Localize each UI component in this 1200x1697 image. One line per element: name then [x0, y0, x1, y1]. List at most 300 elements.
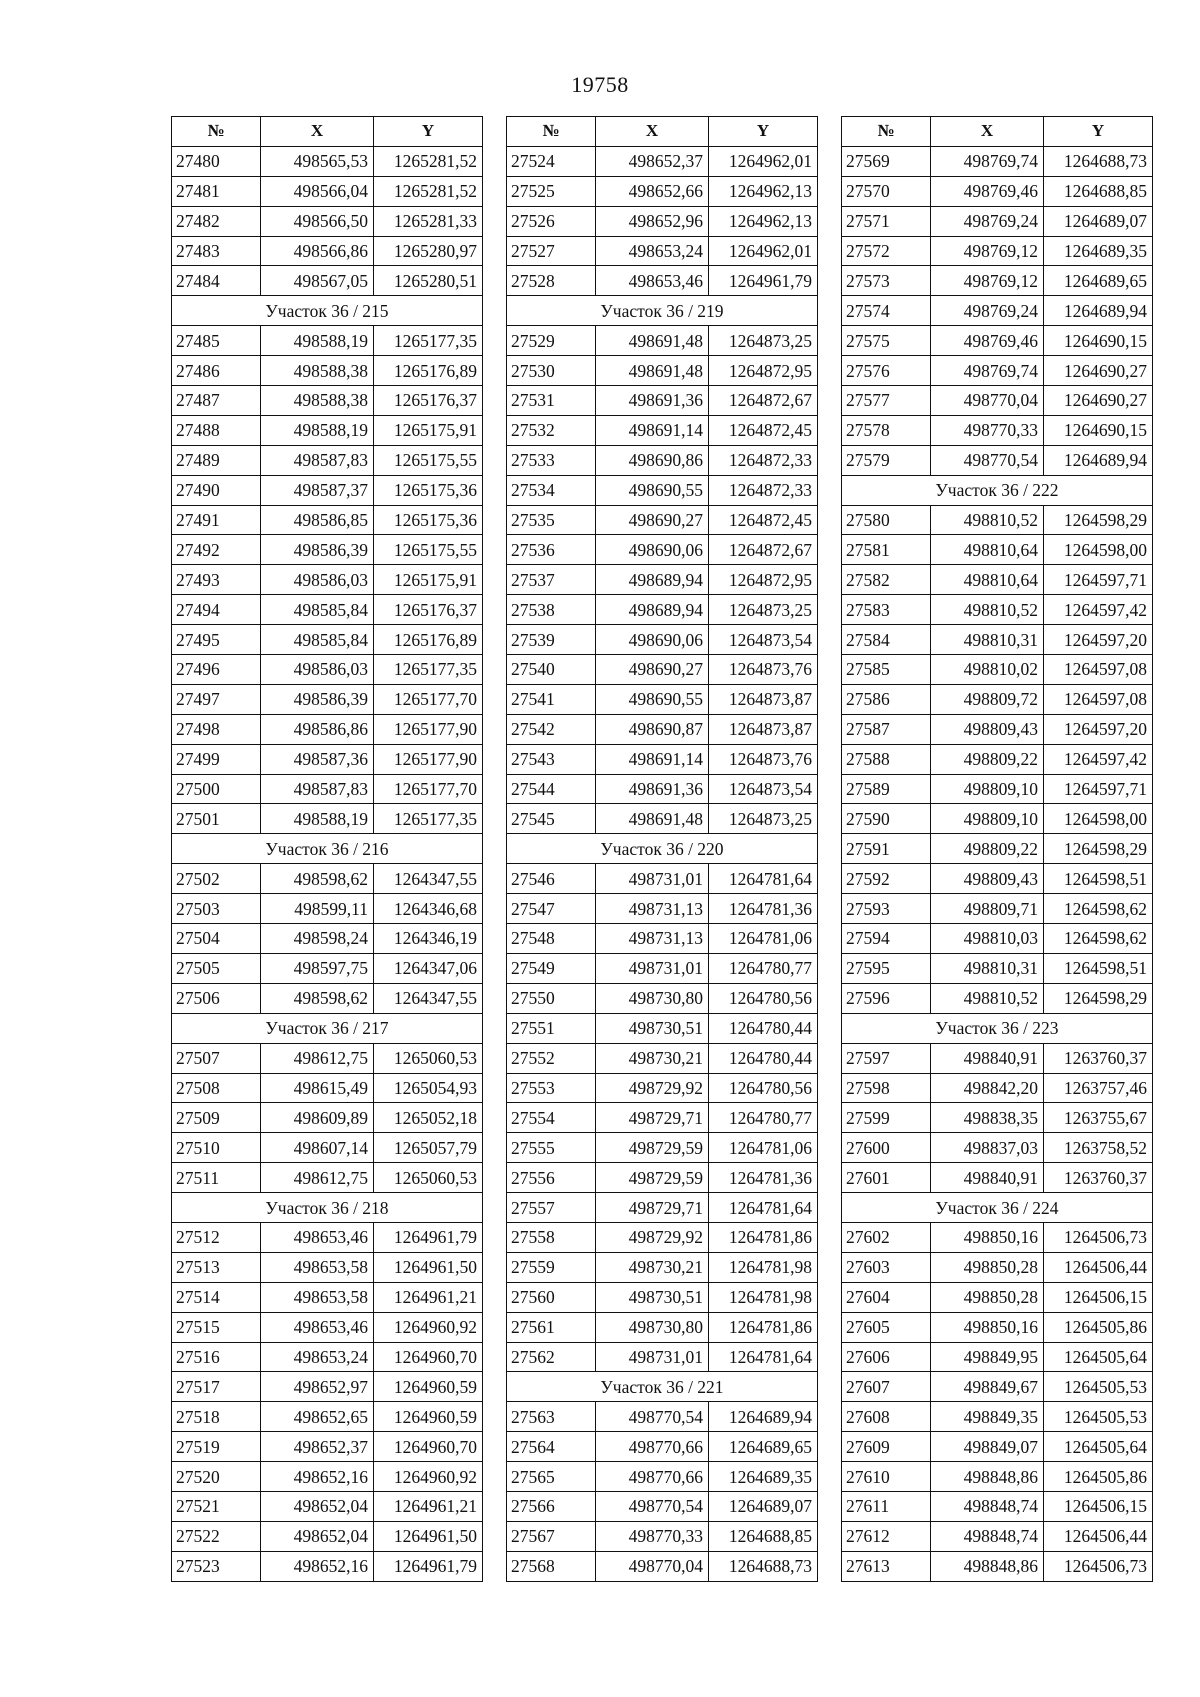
table-row	[842, 1043, 1153, 1073]
y-coordinate: 1264598,00	[1044, 804, 1153, 834]
point-number: 27540	[507, 655, 596, 685]
y-coordinate: 1264781,98	[709, 1252, 818, 1282]
x-coordinate: 498586,39	[261, 684, 374, 714]
x-coordinate: 498730,80	[596, 1312, 709, 1342]
y-coordinate: 1265175,55	[374, 445, 483, 475]
table-row	[507, 505, 818, 535]
table-row	[172, 1432, 483, 1462]
table-row	[842, 326, 1153, 356]
point-number: 27541	[507, 684, 596, 714]
point-number: 27603	[842, 1252, 931, 1282]
x-coordinate: 498588,19	[261, 415, 374, 445]
point-number: 27534	[507, 475, 596, 505]
y-coordinate: 1264872,95	[709, 356, 818, 386]
y-coordinate: 1264961,21	[374, 1282, 483, 1312]
x-coordinate: 498810,52	[931, 505, 1044, 535]
table-row	[842, 176, 1153, 206]
point-number: 27593	[842, 894, 931, 924]
y-coordinate: 1265175,55	[374, 535, 483, 565]
point-number: 27496	[172, 655, 261, 685]
table-row	[172, 1491, 483, 1521]
point-number: 27573	[842, 266, 931, 296]
y-coordinate: 1264598,51	[1044, 953, 1153, 983]
table-row	[507, 266, 818, 296]
table-row	[507, 415, 818, 445]
point-number: 27583	[842, 595, 931, 625]
x-coordinate: 498810,64	[931, 565, 1044, 595]
table-row	[507, 1222, 818, 1252]
x-coordinate: 498769,12	[931, 266, 1044, 296]
x-coordinate: 498730,51	[596, 1013, 709, 1043]
header-number: №	[507, 117, 596, 147]
section-title: Участок 36 / 215	[172, 296, 483, 326]
y-coordinate: 1264598,51	[1044, 864, 1153, 894]
y-coordinate: 1264506,73	[1044, 1551, 1153, 1581]
x-coordinate: 498612,75	[261, 1163, 374, 1193]
table-row	[172, 266, 483, 296]
point-number: 27605	[842, 1312, 931, 1342]
x-coordinate: 498850,16	[931, 1312, 1044, 1342]
point-number: 27486	[172, 356, 261, 386]
table-row	[507, 1462, 818, 1492]
x-coordinate: 498586,85	[261, 505, 374, 535]
coordinate-table-right	[841, 116, 1153, 1582]
y-coordinate: 1265177,35	[374, 326, 483, 356]
y-coordinate: 1264506,73	[1044, 1222, 1153, 1252]
table-row	[842, 1372, 1153, 1402]
point-number: 27571	[842, 206, 931, 236]
point-number: 27522	[172, 1521, 261, 1551]
x-coordinate: 498587,83	[261, 774, 374, 804]
y-coordinate: 1264873,76	[709, 655, 818, 685]
table-row	[172, 774, 483, 804]
x-coordinate: 498588,19	[261, 804, 374, 834]
y-coordinate: 1265175,36	[374, 505, 483, 535]
section-title: Участок 36 / 222	[842, 475, 1153, 505]
point-number: 27520	[172, 1462, 261, 1492]
y-coordinate: 1264872,95	[709, 565, 818, 595]
point-number: 27539	[507, 625, 596, 655]
x-coordinate: 498838,35	[931, 1103, 1044, 1133]
x-coordinate: 498598,62	[261, 983, 374, 1013]
point-number: 27529	[507, 326, 596, 356]
x-coordinate: 498809,22	[931, 834, 1044, 864]
point-number: 27586	[842, 684, 931, 714]
table-row	[842, 1491, 1153, 1521]
y-coordinate: 1265177,35	[374, 655, 483, 685]
y-coordinate: 1264690,27	[1044, 386, 1153, 416]
table-row	[842, 924, 1153, 954]
point-number: 27489	[172, 445, 261, 475]
table-row	[842, 445, 1153, 475]
y-coordinate: 1264780,44	[709, 1043, 818, 1073]
section-title: Участок 36 / 221	[507, 1372, 818, 1402]
point-number: 27578	[842, 415, 931, 445]
y-coordinate: 1264961,79	[374, 1222, 483, 1252]
point-number: 27551	[507, 1013, 596, 1043]
x-coordinate: 498586,03	[261, 655, 374, 685]
point-number: 27613	[842, 1551, 931, 1581]
x-coordinate: 498587,37	[261, 475, 374, 505]
point-number: 27544	[507, 774, 596, 804]
table-row	[507, 535, 818, 565]
point-number: 27552	[507, 1043, 596, 1073]
point-number: 27581	[842, 535, 931, 565]
x-coordinate: 498652,96	[596, 206, 709, 236]
table-row	[507, 625, 818, 655]
table-row	[172, 206, 483, 236]
table-row	[842, 386, 1153, 416]
point-number: 27493	[172, 565, 261, 595]
point-number: 27484	[172, 266, 261, 296]
table-row	[172, 535, 483, 565]
table-row	[842, 1222, 1153, 1252]
y-coordinate: 1264505,53	[1044, 1402, 1153, 1432]
point-number: 27501	[172, 804, 261, 834]
y-coordinate: 1265052,18	[374, 1103, 483, 1133]
point-number: 27500	[172, 774, 261, 804]
point-number: 27542	[507, 714, 596, 744]
y-coordinate: 1264781,64	[709, 1342, 818, 1372]
x-coordinate: 498565,53	[261, 146, 374, 176]
x-coordinate: 498810,52	[931, 983, 1044, 1013]
table-row	[842, 266, 1153, 296]
table-row	[842, 655, 1153, 685]
section-row	[842, 475, 1153, 505]
x-coordinate: 498848,86	[931, 1551, 1044, 1581]
section-row	[172, 834, 483, 864]
table-row	[172, 625, 483, 655]
point-number: 27607	[842, 1372, 931, 1402]
point-number: 27608	[842, 1402, 931, 1432]
x-coordinate: 498729,71	[596, 1193, 709, 1223]
point-number: 27526	[507, 206, 596, 236]
y-coordinate: 1264598,29	[1044, 505, 1153, 535]
x-coordinate: 498849,07	[931, 1432, 1044, 1462]
point-number: 27506	[172, 983, 261, 1013]
table-row	[842, 1103, 1153, 1133]
y-coordinate: 1265177,90	[374, 744, 483, 774]
table-row	[172, 1043, 483, 1073]
table-row	[507, 983, 818, 1013]
x-coordinate: 498566,04	[261, 176, 374, 206]
y-coordinate: 1264598,00	[1044, 535, 1153, 565]
table-row	[842, 1551, 1153, 1581]
y-coordinate: 1263760,37	[1044, 1043, 1153, 1073]
x-coordinate: 498849,95	[931, 1342, 1044, 1372]
header-number: №	[842, 117, 931, 147]
table-row	[842, 565, 1153, 595]
x-coordinate: 498609,89	[261, 1103, 374, 1133]
x-coordinate: 498810,31	[931, 953, 1044, 983]
table-row	[507, 1432, 818, 1462]
point-number: 27549	[507, 953, 596, 983]
y-coordinate: 1264781,86	[709, 1222, 818, 1252]
y-coordinate: 1264962,01	[709, 146, 818, 176]
point-number: 27556	[507, 1163, 596, 1193]
y-coordinate: 1264505,86	[1044, 1462, 1153, 1492]
y-coordinate: 1264505,86	[1044, 1312, 1153, 1342]
x-coordinate: 498612,75	[261, 1043, 374, 1073]
point-number: 27481	[172, 176, 261, 206]
x-coordinate: 498730,80	[596, 983, 709, 1013]
y-coordinate: 1264872,45	[709, 505, 818, 535]
table-row	[507, 236, 818, 266]
y-coordinate: 1264598,62	[1044, 924, 1153, 954]
table-row	[842, 356, 1153, 386]
x-coordinate: 498586,86	[261, 714, 374, 744]
point-number: 27513	[172, 1252, 261, 1282]
point-number: 27490	[172, 475, 261, 505]
y-coordinate: 1263757,46	[1044, 1073, 1153, 1103]
table-row	[507, 1103, 818, 1133]
point-number: 27550	[507, 983, 596, 1013]
y-coordinate: 1264689,07	[709, 1491, 818, 1521]
point-number: 27600	[842, 1133, 931, 1163]
x-coordinate: 498588,19	[261, 326, 374, 356]
point-number: 27587	[842, 714, 931, 744]
x-coordinate: 498653,58	[261, 1252, 374, 1282]
y-coordinate: 1264781,64	[709, 1193, 818, 1223]
x-coordinate: 498730,21	[596, 1043, 709, 1073]
coordinate-table-left	[171, 116, 483, 1582]
table-header-row	[172, 117, 483, 147]
section-row	[842, 1193, 1153, 1223]
y-coordinate: 1264689,35	[1044, 236, 1153, 266]
x-coordinate: 498652,04	[261, 1491, 374, 1521]
table-row	[172, 1342, 483, 1372]
x-coordinate: 498598,24	[261, 924, 374, 954]
table-row	[507, 595, 818, 625]
y-coordinate: 1264781,64	[709, 864, 818, 894]
y-coordinate: 1264689,35	[709, 1462, 818, 1492]
y-coordinate: 1264781,86	[709, 1312, 818, 1342]
table-row	[842, 1252, 1153, 1282]
point-number: 27553	[507, 1073, 596, 1103]
y-coordinate: 1264872,67	[709, 386, 818, 416]
x-coordinate: 498599,11	[261, 894, 374, 924]
table-row	[507, 206, 818, 236]
section-title: Участок 36 / 220	[507, 834, 818, 864]
x-coordinate: 498850,16	[931, 1222, 1044, 1252]
section-title: Участок 36 / 216	[172, 834, 483, 864]
x-coordinate: 498770,54	[596, 1402, 709, 1432]
table-row	[507, 894, 818, 924]
x-coordinate: 498837,03	[931, 1133, 1044, 1163]
y-coordinate: 1265176,37	[374, 595, 483, 625]
y-coordinate: 1264689,65	[709, 1432, 818, 1462]
x-coordinate: 498849,67	[931, 1372, 1044, 1402]
x-coordinate: 498770,04	[596, 1551, 709, 1581]
y-coordinate: 1265175,91	[374, 415, 483, 445]
y-coordinate: 1264689,07	[1044, 206, 1153, 236]
x-coordinate: 498769,46	[931, 176, 1044, 206]
table-row	[507, 1282, 818, 1312]
table-row	[172, 1521, 483, 1551]
x-coordinate: 498690,86	[596, 445, 709, 475]
table-row	[172, 356, 483, 386]
x-coordinate: 498770,54	[931, 445, 1044, 475]
table-row	[172, 804, 483, 834]
y-coordinate: 1265177,35	[374, 804, 483, 834]
x-coordinate: 498849,35	[931, 1402, 1044, 1432]
x-coordinate: 498850,28	[931, 1252, 1044, 1282]
x-coordinate: 498607,14	[261, 1133, 374, 1163]
y-coordinate: 1264781,06	[709, 924, 818, 954]
x-coordinate: 498769,24	[931, 296, 1044, 326]
y-coordinate: 1264780,44	[709, 1013, 818, 1043]
x-coordinate: 498810,31	[931, 625, 1044, 655]
x-coordinate: 498769,74	[931, 356, 1044, 386]
point-number: 27545	[507, 804, 596, 834]
table-row	[842, 1342, 1153, 1372]
point-number: 27492	[172, 535, 261, 565]
x-coordinate: 498770,54	[596, 1491, 709, 1521]
y-coordinate: 1264506,44	[1044, 1252, 1153, 1282]
y-coordinate: 1264960,92	[374, 1312, 483, 1342]
point-number: 27577	[842, 386, 931, 416]
x-coordinate: 498597,75	[261, 953, 374, 983]
table-row	[172, 1222, 483, 1252]
table-row	[507, 774, 818, 804]
point-number: 27538	[507, 595, 596, 625]
table-row	[842, 983, 1153, 1013]
table-row	[172, 236, 483, 266]
table-row	[507, 1073, 818, 1103]
point-number: 27515	[172, 1312, 261, 1342]
point-number: 27528	[507, 266, 596, 296]
point-number: 27584	[842, 625, 931, 655]
x-coordinate: 498731,01	[596, 1342, 709, 1372]
y-coordinate: 1264960,59	[374, 1402, 483, 1432]
table-row	[172, 595, 483, 625]
point-number: 27610	[842, 1462, 931, 1492]
y-coordinate: 1265280,51	[374, 266, 483, 296]
x-coordinate: 498690,87	[596, 714, 709, 744]
table-row	[842, 774, 1153, 804]
x-coordinate: 498809,72	[931, 684, 1044, 714]
point-number: 27530	[507, 356, 596, 386]
x-coordinate: 498848,86	[931, 1462, 1044, 1492]
table-row	[507, 1402, 818, 1432]
x-coordinate: 498691,48	[596, 804, 709, 834]
y-coordinate: 1264873,76	[709, 744, 818, 774]
x-coordinate: 498586,03	[261, 565, 374, 595]
table-row	[842, 1521, 1153, 1551]
table-row	[172, 1163, 483, 1193]
point-number: 27543	[507, 744, 596, 774]
x-coordinate: 498770,66	[596, 1432, 709, 1462]
x-coordinate: 498770,33	[596, 1521, 709, 1551]
x-coordinate: 498652,16	[261, 1462, 374, 1492]
table-row	[507, 1521, 818, 1551]
table-row	[172, 475, 483, 505]
point-number: 27588	[842, 744, 931, 774]
point-number: 27598	[842, 1073, 931, 1103]
x-coordinate: 498652,16	[261, 1551, 374, 1581]
point-number: 27525	[507, 176, 596, 206]
x-coordinate: 498690,27	[596, 655, 709, 685]
x-coordinate: 498842,20	[931, 1073, 1044, 1103]
x-coordinate: 498615,49	[261, 1073, 374, 1103]
table-row	[842, 714, 1153, 744]
y-coordinate: 1265175,36	[374, 475, 483, 505]
table-row	[842, 1133, 1153, 1163]
table-row	[172, 1312, 483, 1342]
x-coordinate: 498691,48	[596, 356, 709, 386]
point-number: 27508	[172, 1073, 261, 1103]
y-coordinate: 1264962,13	[709, 176, 818, 206]
y-coordinate: 1264690,15	[1044, 326, 1153, 356]
table-row	[842, 505, 1153, 535]
table-row	[507, 445, 818, 475]
section-title: Участок 36 / 219	[507, 296, 818, 326]
table-row	[507, 1491, 818, 1521]
section-row	[507, 834, 818, 864]
y-coordinate: 1264780,77	[709, 953, 818, 983]
coordinate-table-middle	[506, 116, 818, 1582]
x-coordinate: 498769,74	[931, 146, 1044, 176]
point-number: 27546	[507, 864, 596, 894]
y-coordinate: 1265057,79	[374, 1133, 483, 1163]
table-row	[842, 684, 1153, 714]
y-coordinate: 1264688,73	[709, 1551, 818, 1581]
y-coordinate: 1264780,56	[709, 983, 818, 1013]
x-coordinate: 498809,43	[931, 714, 1044, 744]
point-number: 27555	[507, 1133, 596, 1163]
table-row	[842, 625, 1153, 655]
table-row	[842, 206, 1153, 236]
point-number: 27509	[172, 1103, 261, 1133]
point-number: 27512	[172, 1222, 261, 1252]
section-title: Участок 36 / 223	[842, 1013, 1153, 1043]
table-row	[172, 894, 483, 924]
table-row	[172, 684, 483, 714]
x-coordinate: 498567,05	[261, 266, 374, 296]
y-coordinate: 1264873,25	[709, 804, 818, 834]
x-coordinate: 498690,27	[596, 505, 709, 535]
point-number: 27595	[842, 953, 931, 983]
point-number: 27579	[842, 445, 931, 475]
y-coordinate: 1264960,70	[374, 1432, 483, 1462]
table-row	[507, 1193, 818, 1223]
table-row	[842, 146, 1153, 176]
table-row	[842, 296, 1153, 326]
table-row	[172, 1402, 483, 1432]
table-row	[172, 146, 483, 176]
x-coordinate: 498770,66	[596, 1462, 709, 1492]
x-coordinate: 498691,36	[596, 386, 709, 416]
x-coordinate: 498587,83	[261, 445, 374, 475]
table-row	[842, 595, 1153, 625]
x-coordinate: 498729,59	[596, 1163, 709, 1193]
table-row	[842, 1073, 1153, 1103]
table-row	[172, 864, 483, 894]
y-coordinate: 1265177,70	[374, 684, 483, 714]
point-number: 27592	[842, 864, 931, 894]
table-row	[507, 953, 818, 983]
x-coordinate: 498653,24	[261, 1342, 374, 1372]
y-coordinate: 1264961,79	[374, 1551, 483, 1581]
point-number: 27572	[842, 236, 931, 266]
point-number: 27533	[507, 445, 596, 475]
y-coordinate: 1264597,08	[1044, 684, 1153, 714]
table-row	[172, 176, 483, 206]
y-coordinate: 1264598,62	[1044, 894, 1153, 924]
point-number: 27527	[507, 236, 596, 266]
point-number: 27517	[172, 1372, 261, 1402]
section-title: Участок 36 / 224	[842, 1193, 1153, 1223]
